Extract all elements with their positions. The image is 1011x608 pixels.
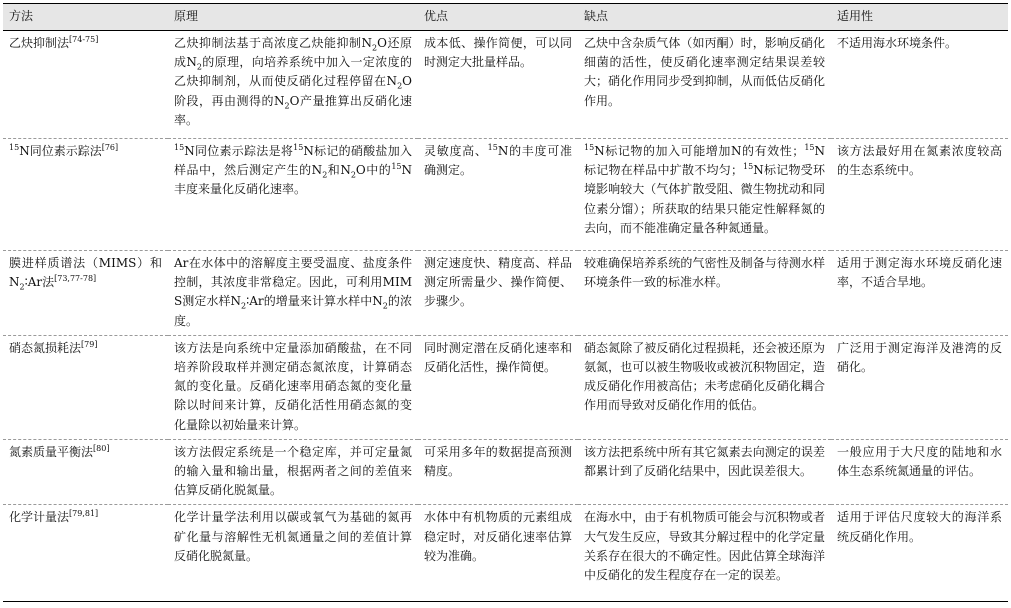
- cell-principle: $^{15}$N同位素示踪法是将$^{15}$N标记的硝酸盐加入样品中，然后测定产生的$N_2$和$N_2O$中的$^{15}$N丰度来量化反硝化速率。: [174, 143, 412, 197]
- cell-applicability: 广泛用于测定海洋及港湾的反硝化。: [837, 340, 1002, 375]
- cell-advantage: 同时测定潜在反硝化速率和反硝化活性，操作简便。: [424, 340, 572, 375]
- cell-principle: Ar在水体中的溶解度主要受温度、盐度条件控制，其浓度非常稳定。因此，可利用MIMS测定水样$N_2∶Ar$的增量来计算水样中$N_2$的浓度。: [174, 256, 412, 328]
- table-row: [3, 251, 1008, 336]
- cell-applicability: 不适用海水环境条件。: [837, 36, 958, 50]
- header-principle: 原理: [168, 4, 418, 31]
- cell-advantage: 水体中有机物质的元素组成稳定时，对反硝化速率估算较为准确。: [424, 510, 572, 563]
- cell-method: 硝态氮损耗法[79]: [9, 339, 98, 355]
- cell-applicability: 适用于测定海水环境反硝化速率，不适合旱地。: [837, 256, 1002, 290]
- cell-disadvantage: 该方法把系统中所有其它氮素去向测定的误差都累计到了反硝化结果中，因此误差很大。: [584, 444, 825, 479]
- cell-method: 乙炔抑制法[74-75]: [9, 35, 99, 50]
- cell-disadvantage: 硝态氮除了被反硝化过程损耗，还会被还原为氨氮，也可以被生物吸收或被沉积物固定，造成反硝化作用被高估；未考虑硝化反硝化耦合作用而导致对反硝化作用的低估。: [584, 340, 825, 413]
- table-row: [3, 505, 1008, 602]
- table-row: [3, 439, 1008, 505]
- header-applicability: 适用性: [831, 4, 1008, 31]
- cell-principle: 该方法是向系统中定量添加硝酸盐，在不同培养阶段取样并测定硝态氮浓度，计算硝态氮的变化量。反硝化速率用硝态氮的变化量除以时间来计算，反硝化活性用硝态氮的变化量除以初始量来计算。: [174, 340, 412, 432]
- table-row: [3, 335, 1008, 439]
- cell-advantage: 测定速度快、精度高、样品测定所需量少、操作简便、步骤少。: [424, 256, 572, 309]
- comparison-table: [3, 3, 1008, 602]
- cell-disadvantage: $^{15}$N标记物的加入可能增加N的有效性；$^{15}$N标记物在样品中扩散不均匀；$^{15}$N标记物受环境影响较大（气体扩散受阻、微生物扰动和同位素分馏）；所获取的结果只能定性解释氮的去向，而不能准确定量各种氮通量。: [584, 143, 825, 235]
- table-row: [3, 139, 1008, 251]
- cell-disadvantage: 较难确保培养系统的气密性及制备与待测水样环境条件一致的标准水样。: [584, 256, 825, 290]
- table-header-row: [3, 4, 1008, 31]
- cell-principle: 乙炔抑制法基于高浓度乙炔能抑制$N_2O$还原成$N_2$的原理，向培养系统中加入一定浓度的乙炔抑制剂，从而使反硝化过程停留在$N_2O$阶段，再由测得的$N_2O$产量推算出反硝化速率。: [174, 36, 412, 127]
- cell-disadvantage: 乙炔中含杂质气体（如丙酮）时，影响反硝化细菌的活性，使反硝化速率测定结果误差较大；硝化作用同步受到抑制，从而低估反硝化作用。: [584, 36, 825, 108]
- header-disadvantage: 缺点: [578, 4, 831, 31]
- cell-principle: 该方法假定系统是一个稳定库，并可定量氮的输入量和输出量，根据两者之间的差值来估算反硝化脱氮量。: [174, 444, 412, 498]
- header-advantage: 优点: [418, 4, 578, 31]
- cell-advantage: 成本低、操作简便，可以同时测定大批量样品。: [424, 36, 572, 70]
- cell-advantage: 可采用多年的数据提高预测精度。: [424, 444, 572, 479]
- cell-method: 化学计量法[79,81]: [9, 509, 99, 525]
- cell-method: 膜进样质谱法（MIMS）和$N_2∶Ar$法[73,77-78]: [9, 256, 162, 292]
- cell-applicability: 该方法最好用在氮素浓度较高的生态系统中。: [837, 144, 1002, 178]
- cell-disadvantage: 在海水中，由于有机物质可能会与沉积物或者大气发生反应，导致其分解过程中的化学定量关系存在很大的不确定性。因此估算全球海洋中反硝化的发生程度存在一定的误差。: [584, 510, 825, 583]
- cell-method: $^{15}$N同位素示踪法[76]: [9, 143, 119, 158]
- header-method: 方法: [3, 4, 168, 31]
- cell-advantage: 灵敏度高、$^{15}$N的丰度可准确测定。: [424, 143, 572, 178]
- cell-applicability: 适用于评估尺度较大的海洋系统反硝化作用。: [837, 510, 1002, 544]
- table-row: [3, 31, 1008, 139]
- cell-method: 氮素质量平衡法[80]: [9, 443, 110, 459]
- cell-principle: 化学计量学法利用以碳或氧气为基础的氮再矿化量与溶解性无机氮通量之间的差值计算反硝化脱氮量。: [174, 510, 412, 563]
- cell-applicability: 一般应用于大尺度的陆地和水体生态系统氮通量的评估。: [837, 444, 1002, 479]
